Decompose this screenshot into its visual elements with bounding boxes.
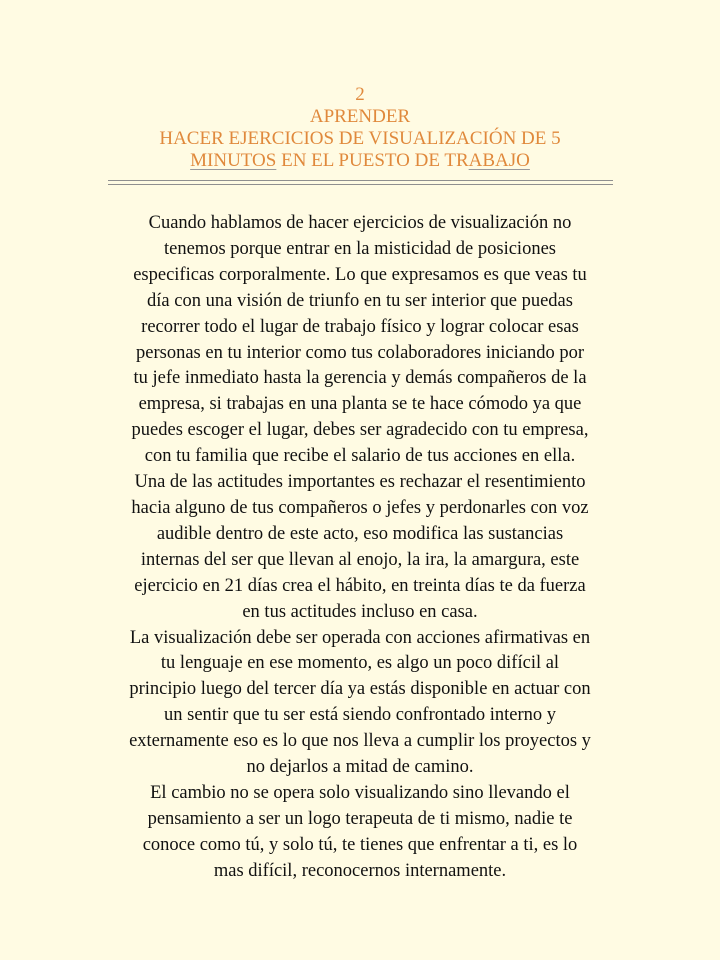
body-line: Cuando hablamos de hacer ejercicios de visualización no <box>148 213 572 233</box>
body-line: hacia alguno de tus compañeros o jefes y perdonarles con voz <box>131 497 589 518</box>
body-line: ejercicio en 21 días crea el hábito, en treinta días te da fuerza <box>134 575 586 596</box>
body-line: tu lenguaje en ese momento, es algo un poco difícil al <box>160 653 560 674</box>
subtitle-underlined-segment: ABAJO <box>468 150 530 171</box>
body-line: con tu familia que recibe el salario de tus acciones en ella. <box>144 446 576 467</box>
body-line: conoce como tú, y solo tú, te tienes que enfrentar a ti, es lo <box>142 834 578 855</box>
body-line: principio luego del tercer día ya estás disponible en actuar con <box>129 679 591 700</box>
body-line: externamente eso es lo que nos lleva a cumplir los proyectos y <box>129 731 591 752</box>
body-line: audible dentro de este acto, eso modifica las sustancias <box>156 523 564 544</box>
chapter-heading <box>0 84 720 172</box>
body-line: especificas corporalmente. Lo que expresamos es que veas tu <box>133 264 587 285</box>
body-line: empresa, si trabajas en una planta se te hace cómodo ya que <box>138 394 582 415</box>
chapter-title: APRENDER <box>309 106 411 127</box>
body-line: Una de las actitudes importantes es rechazar el resentimiento <box>134 472 586 493</box>
body-line: en tus actitudes incluso en casa. <box>242 601 478 622</box>
chapter-subtitle-line-1: HACER EJERCICIOS DE VISUALIZACIÓN DE 5 <box>159 128 561 149</box>
subtitle-plain-segment: EN EL PUESTO DE TR <box>276 150 469 171</box>
body-line: personas en tu interior como tus colaboradores iniciando por <box>136 342 584 363</box>
body-line: internas del ser que llevan al enojo, la ira, la amargura, este <box>140 549 580 570</box>
heading-double-rule <box>108 180 613 185</box>
body-paragraphs <box>72 211 648 885</box>
body-line: mas difícil, reconocernos internamente. <box>213 860 507 881</box>
body-line: tenemos porque entrar en la misticidad de posiciones <box>164 238 556 259</box>
body-line: El cambio no se opera solo visualizando sino llevando el <box>150 782 570 803</box>
body-line: pensamiento a ser un logo terapeuta de ti mismo, nadie te <box>147 808 573 829</box>
body-line: un sentir que tu ser está siendo confrontado interno y <box>164 705 556 726</box>
body-line: puedes escoger el lugar, debes ser agradecido con tu empresa, <box>131 420 589 441</box>
body-line: día con una visión de triunfo en tu ser interior que puedas <box>147 290 573 311</box>
body-line: La visualización debe ser operada con acciones afirmativas en <box>129 627 591 648</box>
body-line: no dejarlos a mitad de camino. <box>246 757 474 778</box>
body-line: tu jefe inmediato hasta la gerencia y demás compañeros de la <box>133 368 587 389</box>
chapter-subtitle-line-2 <box>0 150 720 172</box>
chapter-number: 2 <box>355 84 365 105</box>
subtitle-underlined-segment: MINUTOS <box>190 150 277 171</box>
body-line: recorrer todo el lugar de trabajo físico y lograr colocar esas <box>141 316 579 337</box>
